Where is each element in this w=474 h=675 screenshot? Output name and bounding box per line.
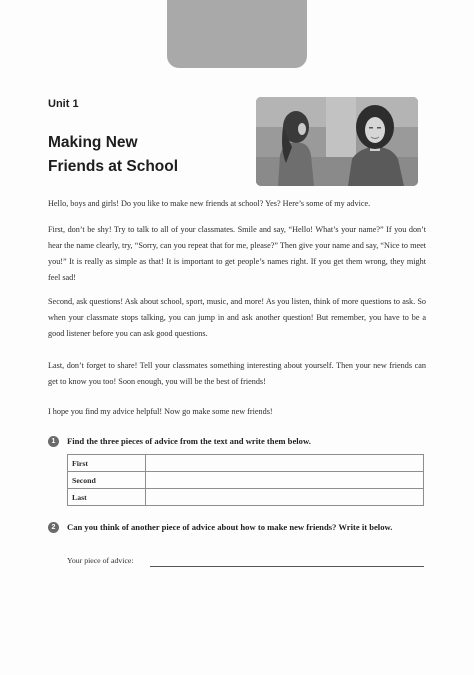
two-girls-photo [256,97,418,186]
task-1-number: 1 [48,436,59,447]
page-header-tab [167,0,307,68]
answer-cell-second[interactable] [146,472,424,489]
answer-cell-first[interactable] [146,455,424,472]
table-row [68,472,424,489]
paragraph-last: Last, don’t forget to share! Tell your classmates something interesting about yourself. Then your new friends can get to know you too! Soon enough, you will be the best of friends! [48,361,426,386]
photo-illustration [256,97,418,186]
task-1-instruction: Find the three pieces of advice from the text and write them below. [67,436,311,446]
paragraph-intro: Hello, boys and girls! Do you like to make new friends at school? Yes? Here’s some of my advice. [48,199,371,208]
advice-answer-label: Your piece of advice: [67,556,134,565]
unit-label: Unit 1 [48,98,79,110]
task-2-instruction: Can you think of another piece of advice about how to make new friends? Write it below. [67,522,393,532]
title-line-1: Making New [48,134,138,151]
advice-table [67,454,424,506]
answer-cell-last[interactable] [146,489,424,506]
table-row [68,455,424,472]
advice-answer-line[interactable] [150,566,424,567]
paragraph-second: Second, ask questions! Ask about school, sport, music, and more! As you listen, think of more questions to ask. So when your classmate stops talking, you can jump in and ask another question! But remember, you have to be a good listener before you can ask good questions. [48,297,426,338]
row-label-first: First [68,455,146,472]
task-2-number: 2 [48,522,59,533]
title-line-2: Friends at School [48,158,179,175]
page-title [48,131,268,179]
row-label-last: Last [68,489,146,506]
table-row [68,489,424,506]
paragraph-closing: I hope you find my advice helpful! Now go make some new friends! [48,407,273,416]
row-label-second: Second [68,472,146,489]
paragraph-first: First, don’t be shy! Try to talk to all of your classmates. Smile and say, “Hello! What’s your name?” If you don’t hear the name clearly, try, “Sorry, can you repeat that for me, please?” Then give your name and say, “Nice to meet you!” It is really as simple as that! It is important to get people’s names right. If you get them wrong, they might feel sad! [48,225,426,282]
